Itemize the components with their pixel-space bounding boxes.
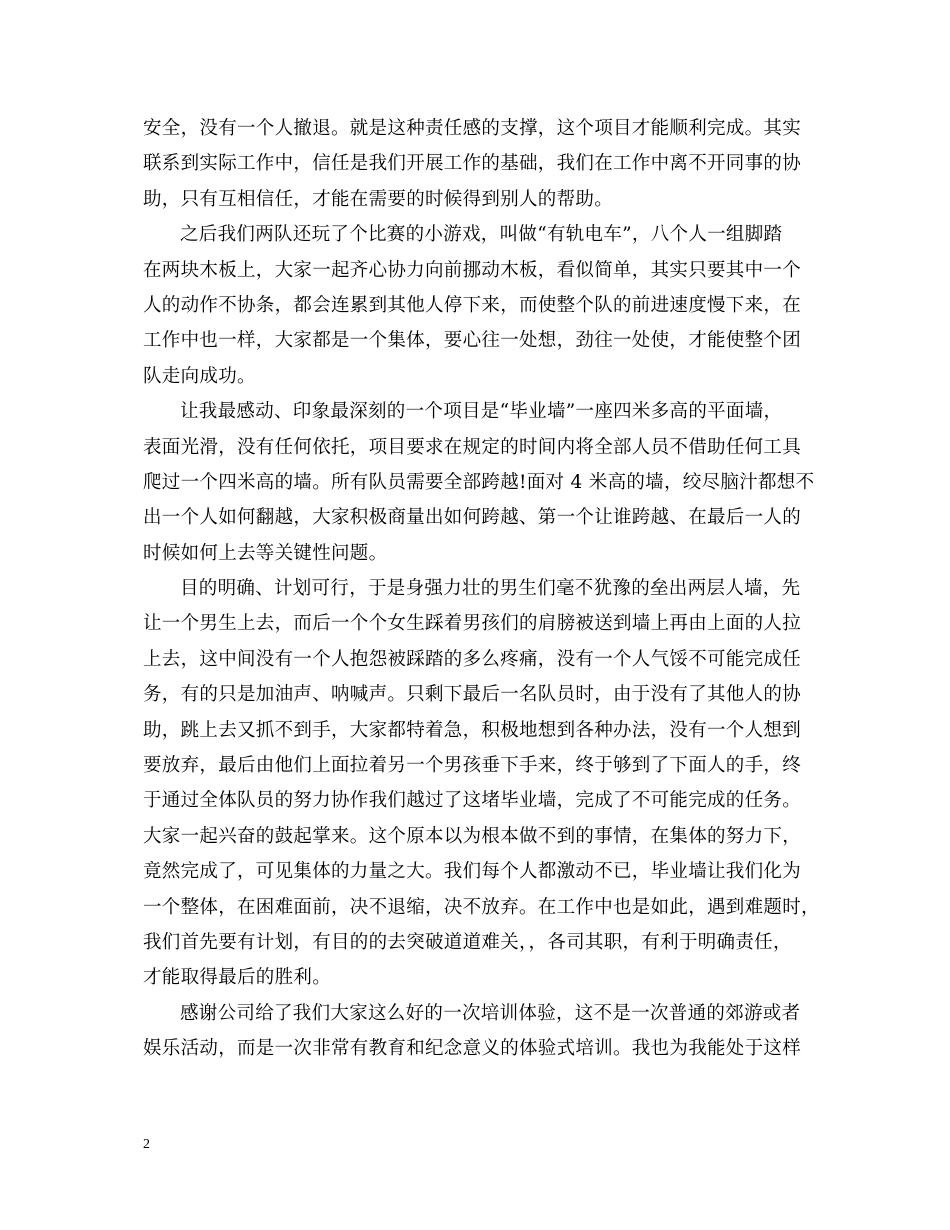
text-line: 助，跳上去又抓不到手，大家都特着急，积极地想到各种办法，没有一个人想到 — [143, 719, 802, 741]
text-line: 务，有的只是加油声、呐喊声。只剩下最后一名队员时，由于没有了其他人的协 — [143, 684, 802, 706]
text-line: 之后我们两队还玩了个比赛的小游戏，叫做“有轨电车”，八个人一组脚踏 — [180, 224, 783, 246]
text-line: 让一个男生上去，而后一个个女生踩着男孩们的肩膀被送到墙上再由上面的人拉 — [143, 613, 802, 635]
text-line: 安全，没有一个人撤退。就是这种责任感的支撑，这个项目才能顺利完成。其实 — [143, 118, 802, 139]
text-line: 上去，这中间没有一个人抱怨被踩踏的多么疼痛，没有一个人气馁不可能完成任 — [143, 648, 802, 670]
text-line: 工作中也一样，大家都是一个集体，要心往一处想，劲往一处使，才能使整个团 — [143, 330, 802, 352]
text-line: 时候如何上去等关键性问题。 — [143, 542, 388, 564]
text-line: 爬过一个四米高的墙。所有队员需要全部跨越!面对 4 米高的墙，绞尽脑汁都想不 — [143, 471, 815, 493]
text-line: 大家一起兴奋的鼓起掌来。这个原本以为根本做不到的事情，在集体的努力下， — [143, 825, 802, 847]
text-line: 于通过全体队员的努力协作我们越过了这堵毕业墙，完成了不可能完成的任务。 — [143, 790, 802, 812]
text-line: 让我最感动、印象最深刻的一个项目是“毕业墙”一座四米多高的平面墙， — [180, 401, 783, 423]
paragraph-4 — [143, 571, 820, 996]
text-line: 人的动作不协条，都会连累到其他人停下来，而使整个队的前进速度慢下来，在 — [143, 294, 802, 316]
paragraph-3 — [143, 394, 815, 571]
text-line: 表面光滑，没有任何依托，项目要求在规定的时间内将全部人员不借助任何工具 — [143, 436, 802, 458]
text-line: 在两块木板上，大家一起齐心协力向前挪动木板，看似简单，其实只要其中一个 — [143, 259, 802, 281]
text-line: 队走向成功。 — [143, 365, 256, 387]
body-text — [143, 111, 820, 1067]
text-line: 才能取得最后的胜利。 — [143, 967, 332, 989]
paragraph-1 — [143, 111, 811, 217]
text-line: 竟然完成了，可见集体的力量之大。我们每个人都激动不已，毕业墙让我们化为 — [143, 861, 802, 883]
text-line: 目的明确、计划可行，于是身强力壮的男生们毫不犹豫的垒出两层人墙，先 — [180, 578, 801, 600]
text-line: 要放弃，最后由他们上面拉着另一个男孩垂下手来，终于够到了下面人的手，终 — [143, 755, 802, 777]
paragraph-2 — [143, 217, 811, 394]
paragraph-5 — [143, 996, 811, 1067]
text-line: 联系到实际工作中，信任是我们开展工作的基础，我们在工作中离不开同事的协 — [143, 153, 802, 175]
text-line: 出一个人如何翻越，大家积极商量出如何跨越、第一个让谁跨越、在最后一人的 — [143, 507, 802, 529]
text-line: 娱乐活动，而是一次非常有教育和纪念意义的体验式培训。我也为我能处于这样 — [143, 1038, 802, 1060]
page-number: 2 — [143, 1137, 150, 1152]
text-line: 感谢公司给了我们大家这么好的一次培训体验，这不是一次普通的郊游或者 — [180, 1002, 801, 1024]
text-line: 助，只有互相信任，才能在需要的时候得到别人的帮助。 — [143, 188, 614, 210]
text-line: 一个整体，在困难面前，决不退缩，决不放弃。在工作中也是如此，遇到难题时， — [143, 896, 820, 918]
text-line: 我们首先要有计划，有目的的去突破道道难关，，各司其职，有利于明确责任， — [143, 931, 792, 953]
